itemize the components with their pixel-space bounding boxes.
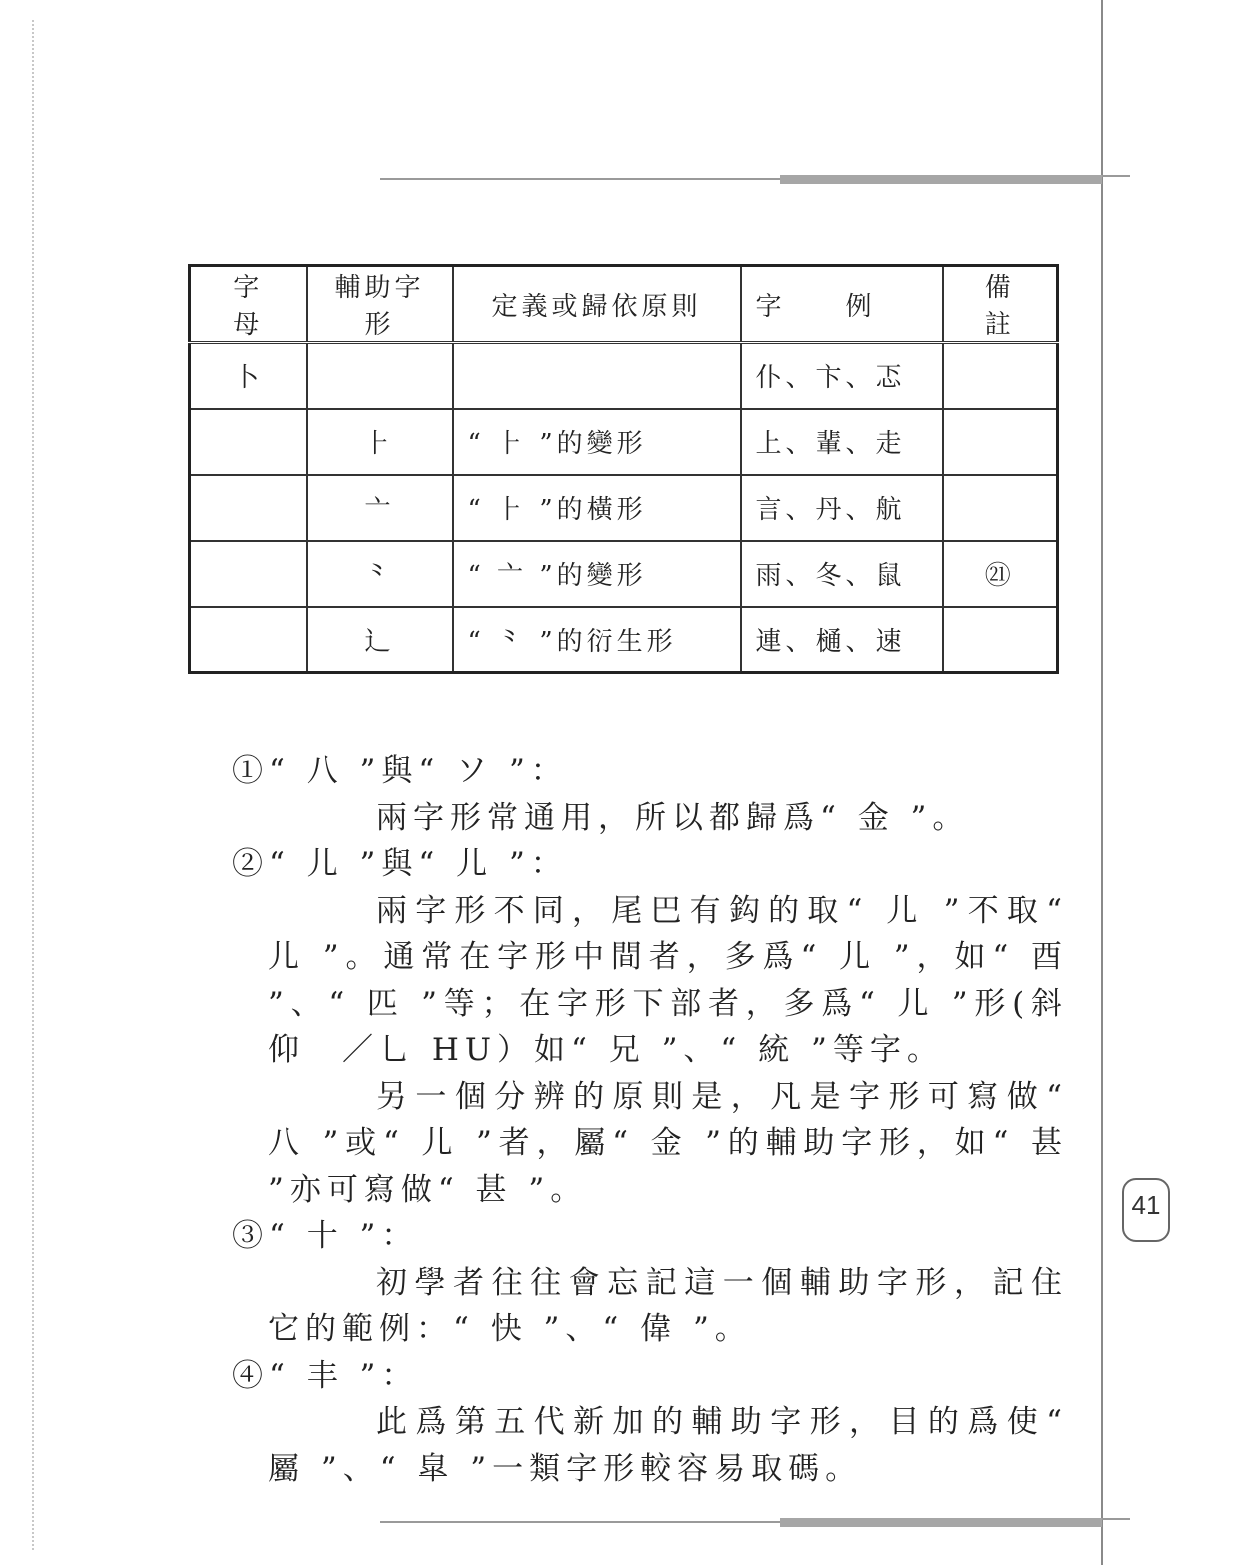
cell-letter	[190, 607, 307, 673]
footer-rule-tail	[1102, 1518, 1130, 1520]
note-heading-4: ④“ 丰 ”：	[232, 1357, 419, 1394]
cell-aux-shape: ⺊	[307, 409, 453, 475]
radical-table	[188, 264, 1059, 674]
table-row	[190, 475, 1058, 541]
header-aux-shape: 輔助字形	[307, 266, 453, 343]
cell-rule: “ ⺀ ”的衍生形	[453, 607, 741, 673]
header-note: 備 註	[943, 266, 1058, 343]
note-paragraph: 此爲第五代新加的輔助字形，目的爲使“ 屬 ”、“ 皐 ”一類字形較容易取碼。	[268, 1404, 1068, 1487]
cell-note	[943, 607, 1058, 673]
header-examples: 字 例	[741, 266, 943, 343]
cell-note	[943, 343, 1058, 409]
right-margin-rule	[1101, 0, 1103, 1565]
cell-rule	[453, 343, 741, 409]
table-row	[190, 607, 1058, 673]
cell-note	[943, 475, 1058, 541]
note-paragraph: 兩字形常通用，所以都歸爲“ 金 ”。	[376, 799, 970, 836]
note-paragraph: 初學者往往會忘記這一個輔助字形，記住它的範例：“ 快 ”、“ 偉 ”。	[268, 1264, 1068, 1347]
cell-letter	[190, 475, 307, 541]
cell-letter	[190, 409, 307, 475]
note-paragraph: 兩字形不同，尾巴有鈎的取“ 儿 ”不取“ 儿 ”。通常在字形中間者，多爲“ 儿 ”，如“ 酉 ”、“ 匹 ”等；在字形下部者，多爲“ 儿 ”形(斜仰 ／乚 HU）如“ 兄 ”、“ 統 ”等字。	[268, 892, 1068, 1068]
header-rule: 定義或歸依原則	[453, 266, 741, 343]
cell-rule: “ ⺊ ”的橫形	[453, 475, 741, 541]
cell-examples: 上、輩、走	[741, 409, 943, 475]
cell-rule: “ ⺊ ”的變形	[453, 409, 741, 475]
table-row	[190, 409, 1058, 475]
cell-note: ㉑	[943, 541, 1058, 607]
header-rule-tail	[1102, 175, 1130, 177]
cell-letter: 卜	[190, 343, 307, 409]
header-rule-bar	[780, 175, 1102, 184]
table-row	[190, 541, 1058, 607]
cell-examples: 雨、冬、鼠	[741, 541, 943, 607]
footer-rule-bar	[780, 1518, 1102, 1527]
table-row	[190, 343, 1058, 409]
footer-rule	[380, 1521, 780, 1523]
note-heading-3: ③“ 十 ”：	[232, 1218, 419, 1254]
cell-aux-shape: 亠	[307, 475, 453, 541]
cell-examples: 連、樋、速	[741, 607, 943, 673]
cell-aux-shape	[307, 343, 453, 409]
cell-examples: 仆、卞、忑	[741, 343, 943, 409]
binding-edge	[32, 20, 34, 1550]
cell-examples: 言、丹、航	[741, 475, 943, 541]
cell-note	[943, 409, 1058, 475]
cell-letter	[190, 541, 307, 607]
page-number: 41	[1122, 1178, 1170, 1242]
cell-aux-shape: ⺀	[307, 541, 453, 607]
note-heading-2: ②“ 儿 ”與“ 儿 ”：	[232, 846, 568, 882]
table-header-row	[190, 266, 1058, 343]
note-heading-1: ①“ 八 ”與“ ソ ”：	[232, 753, 568, 789]
note-paragraph: 另一個分辨的原則是，凡是字形可寫做“ 八 ”或“ 儿 ”者，屬“ 金 ”的輔助字形，如“ 甚 ”亦可寫做“ 甚 ”。	[268, 1078, 1068, 1208]
cell-aux-shape: 辶	[307, 607, 453, 673]
cell-rule: “ 亠 ”的變形	[453, 541, 741, 607]
header-letter: 字 母	[190, 266, 307, 343]
header-rule	[380, 178, 780, 180]
notes-section	[228, 748, 1068, 1492]
